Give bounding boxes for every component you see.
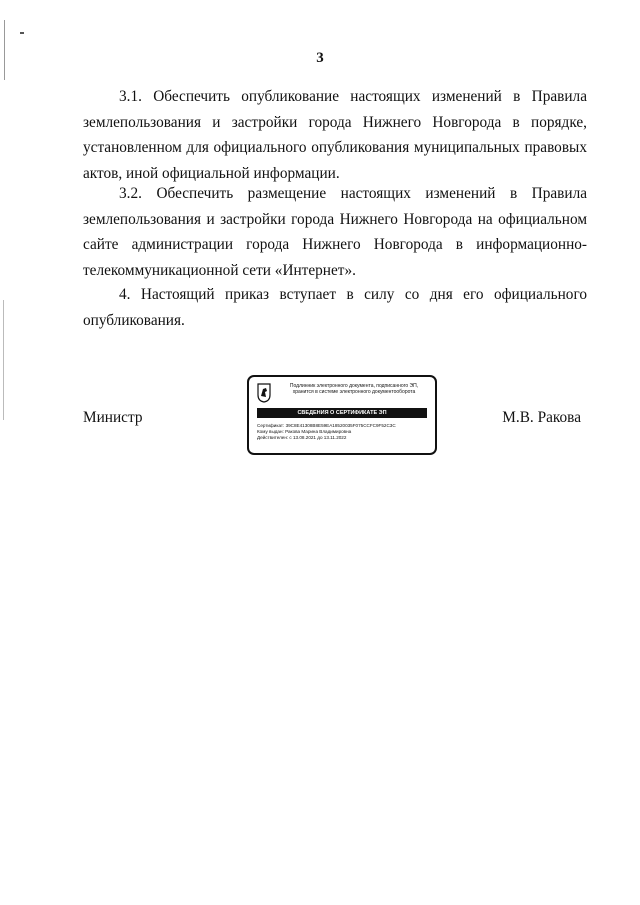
paragraph-4: 4. Настоящий приказ вступает в силу со дня его официального опубликования. bbox=[83, 286, 587, 329]
paragraph-3-1: 3.1. Обеспечить опубликование настоящих изменений в Правила землепользования и застройки города Нижнего Новгорода в порядке, установленном для официального опубликования муниципальных правовых актов, иной официальной информации. bbox=[83, 88, 587, 182]
certificate-number: Сертификат: 39C8E41308B8E59EA18520035F075CCFC9F52C3C bbox=[257, 423, 396, 428]
stamp-note-line: Подлинник электронного документа, подписанного ЭП, bbox=[289, 383, 419, 389]
stamp-note bbox=[275, 383, 433, 395]
scan-edge-mark bbox=[20, 32, 24, 34]
stamp-note-line: хранится в системе электронного документооборота bbox=[292, 389, 416, 395]
certificate-validity: Действителен: с 13.08.2021 до 13.11.2022 bbox=[257, 435, 347, 440]
coat-of-arms-icon bbox=[257, 383, 271, 403]
signatory-position: Министр bbox=[83, 409, 143, 426]
certificate-owner: Кому выдан: Ракова Марина Владимировна bbox=[257, 429, 352, 434]
stamp-details bbox=[257, 423, 433, 441]
paragraph-3-2: 3.2. Обеспечить размещение настоящих изменений в Правила землепользования и застройки города Нижнего Новгорода на официальном сайте администрации города Нижнего Новгорода в информационно-телекоммуникационной сети «Интернет». bbox=[83, 185, 587, 279]
electronic-signature-stamp bbox=[247, 375, 437, 455]
scan-edge-mark bbox=[3, 300, 4, 420]
signatory-name: М.В. Ракова bbox=[502, 409, 581, 426]
page-number: 3 bbox=[316, 50, 324, 66]
stamp-header: СВЕДЕНИЯ О СЕРТИФИКАТЕ ЭП bbox=[257, 408, 427, 418]
